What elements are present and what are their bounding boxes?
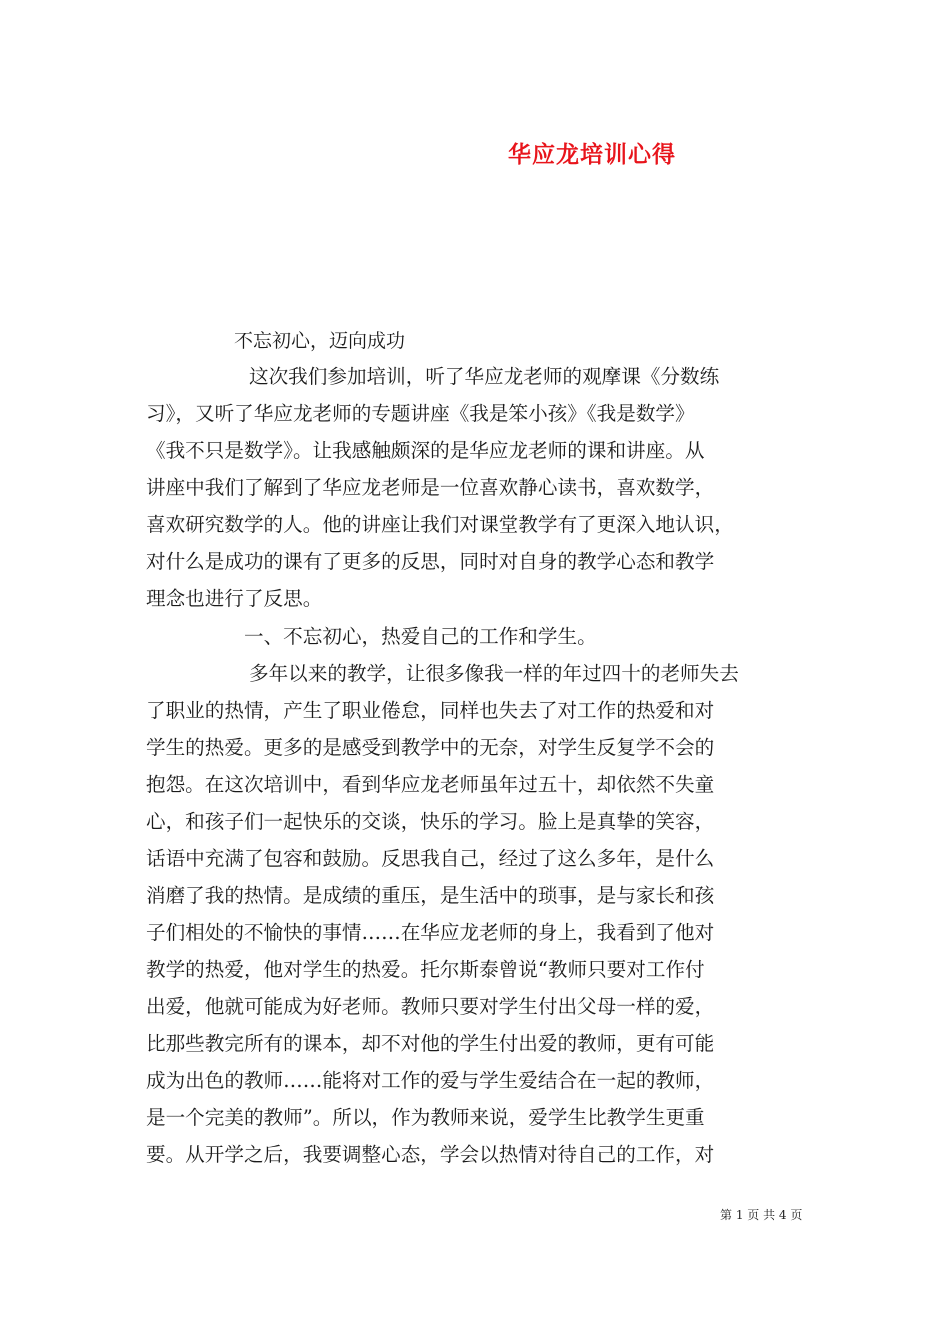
section-heading: 一、不忘初心，热爱自己的工作和学生。	[244, 625, 597, 648]
body-line: 子们相处的不愉快的事情……在华应龙老师的身上，我看到了他对	[146, 921, 715, 944]
body-line: 理念也进行了反思。	[146, 587, 323, 610]
body-line: 成为出色的教师……能将对工作的爱与学生爱结合在一起的教师，	[146, 1069, 715, 1092]
body-line: 消磨了我的热情。是成绩的重压，是生活中的琐事，是与家长和孩	[146, 884, 715, 907]
body-line: 要。从开学之后，我要调整心态，学会以热情对待自己的工作，对	[146, 1143, 715, 1166]
body-line: 讲座中我们了解到了华应龙老师是一位喜欢静心读书，喜欢数学，	[146, 476, 715, 499]
body-line: 习》，又听了华应龙老师的专题讲座《我是笨小孩》《我是数学》	[146, 402, 695, 425]
body-line: 比那些教完所有的课本，却不对他的学生付出爱的教师，更有可能	[146, 1032, 715, 1055]
page-number-footer: 第 1 页 共 4 页	[720, 1208, 803, 1222]
body-line: 教学的热爱，他对学生的热爱。托尔斯泰曾说“教师只要对工作付	[146, 958, 705, 981]
body-line: 抱怨。在这次培训中，看到华应龙老师虽年过五十，却依然不失童	[146, 773, 715, 796]
body-line: 这次我们参加培训，听了华应龙老师的观摩课《分数练	[249, 365, 720, 388]
body-line: 喜欢研究数学的人。他的讲座让我们对课堂教学有了更深入地认识，	[146, 513, 734, 536]
body-line: 心，和孩子们一起快乐的交谈，快乐的学习。脸上是真挚的笑容，	[146, 810, 715, 833]
body-line: 对什么是成功的课有了更多的反思，同时对自身的教学心态和教学	[146, 550, 715, 573]
body-line: 出爱，他就可能成为好老师。教师只要对学生付出父母一样的爱，	[146, 995, 715, 1018]
body-line: 是一个完美的教师”。所以，作为教师来说，爱学生比教学生更重	[146, 1106, 705, 1129]
body-line: 话语中充满了包容和鼓励。反思我自己，经过了这么多年，是什么	[146, 847, 715, 870]
body-line: 多年以来的教学，让很多像我一样的年过四十的老师失去	[249, 662, 739, 685]
document-subtitle: 不忘初心，迈向成功	[234, 330, 406, 352]
body-line: 《我不只是数学》。让我感触颇深的是华应龙老师的课和讲座。从	[146, 439, 705, 462]
body-line: 学生的热爱。更多的是感受到教学中的无奈，对学生反复学不会的	[146, 736, 715, 759]
body-line: 了职业的热情，产生了职业倦怠，同样也失去了对工作的热爱和对	[146, 699, 715, 722]
document-title: 华应龙培训心得	[508, 141, 676, 168]
